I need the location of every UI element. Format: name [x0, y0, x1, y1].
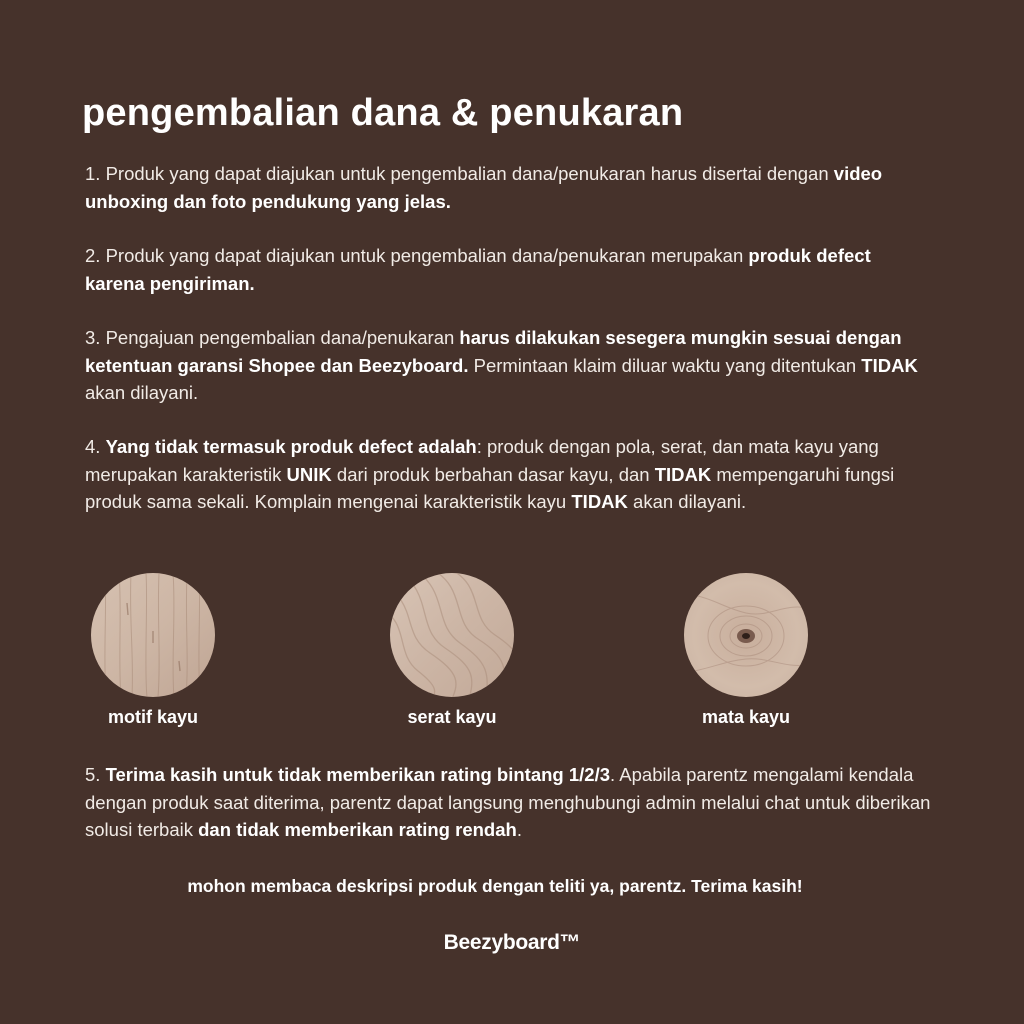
wood-knot-caption: mata kayu: [701, 707, 791, 727]
policy-item-4-text-2: dari produk berbahan dasar kayu, dan: [331, 463, 655, 485]
policy-item-4-emphasis-3: TIDAK: [654, 463, 712, 485]
policy-item-5-number: 5.: [85, 764, 106, 785]
wood-motif-caption: motif kayu: [107, 707, 199, 727]
policy-item-5-emphasis: Terima kasih untuk tidak memberikan rating bintang 1/2/3: [105, 764, 611, 785]
policy-item-2-emphasis: produk defect karena pengiriman.: [85, 245, 871, 294]
closing-note: mohon membaca deskripsi produk dengan teliti ya, parentz. Terima kasih!: [187, 876, 803, 896]
policy-item-5-text-2: .: [516, 819, 522, 840]
policy-item-4-text-3: mempengaruhi fungsi produk sama sekali. Komplain mengenai karakteristik kayu: [85, 463, 895, 512]
policy-item-4-emphasis-2: UNIK: [286, 463, 332, 485]
policy-item-2-text: 2. Produk yang dapat diajukan untuk pengembalian dana/penukaran merupakan: [85, 245, 749, 266]
policy-item-3-text-2: Permintaan klaim diluar waktu yang ditentukan: [468, 354, 862, 376]
policy-item-3-emphasis-2: TIDAK: [861, 354, 918, 376]
policy-item-4-text-4: akan dilayani.: [627, 491, 747, 512]
policy-item-4: [85, 433, 935, 516]
page-title: pengembalian dana & penukaran: [82, 92, 684, 134]
policy-item-4-number: 4.: [85, 436, 106, 457]
policy-item-3: [85, 324, 935, 407]
wood-motif-image: [91, 573, 215, 697]
policy-item-2: [85, 242, 935, 297]
policy-item-3-text-3: akan dilayani.: [85, 382, 199, 403]
policy-item-1-emphasis: video unboxing dan foto pendukung yang jelas.: [85, 163, 883, 212]
policy-item-1: [85, 160, 935, 215]
brand-logo: Beezyboard™: [443, 931, 581, 954]
policy-item-1-text: 1. Produk yang dapat diajukan untuk pengembalian dana/penukaran harus disertai dengan: [85, 163, 834, 184]
wood-grain-image: [390, 573, 514, 697]
policy-item-5-emphasis-2: dan tidak memberikan rating rendah: [198, 819, 517, 840]
policy-item-4-emphasis-4: TIDAK: [571, 491, 628, 512]
policy-item-4-emphasis: Yang tidak termasuk produk defect adalah: [105, 436, 477, 457]
policy-item-5: [85, 761, 935, 844]
policy-item-4-text: : produk dengan pola, serat, dan mata kayu yang merupakan karakteristik: [85, 436, 879, 485]
wood-knot-image: [684, 573, 808, 697]
wood-grain-caption: serat kayu: [407, 707, 497, 727]
policy-item-3-text: 3. Pengajuan pengembalian dana/penukaran: [85, 327, 460, 348]
policy-item-5-text: . Apabila parentz mengalami kendala dengan produk saat diterima, parentz dapat langsung menghubungi admin melalui chat untuk diberikan solusi terbaik: [85, 764, 931, 840]
policy-item-3-emphasis: harus dilakukan sesegera mungkin sesuai dengan ketentuan garansi Shopee dan Beezyboard.: [85, 327, 902, 376]
